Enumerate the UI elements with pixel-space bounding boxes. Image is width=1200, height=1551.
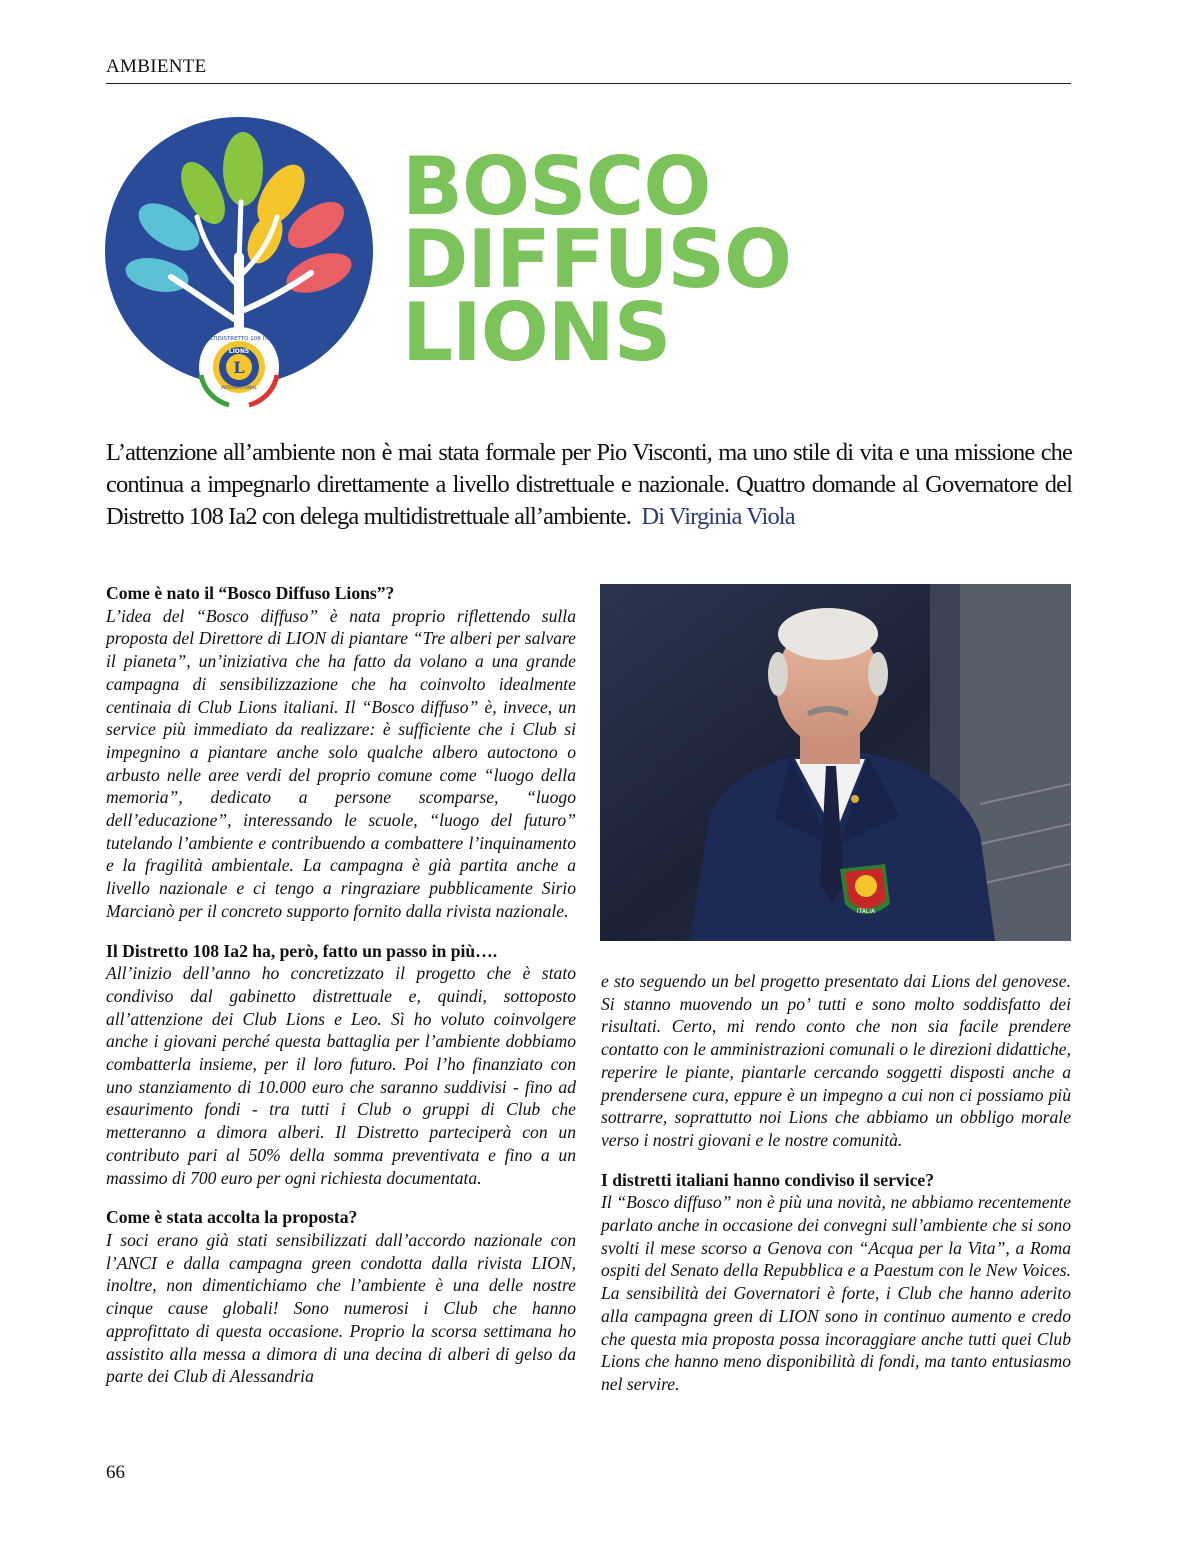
svg-text:ITALIA: ITALIA: [856, 908, 876, 915]
question-2: Il Distretto 108 Ia2 ha, però, fatto un passo in più….: [106, 940, 498, 961]
title-line-1: BOSCO: [402, 140, 711, 233]
left-column: [106, 582, 576, 1388]
question-1: Come è nato il “Bosco Diffuso Lions”?: [106, 583, 395, 603]
governor-photo: [600, 584, 1071, 941]
byline: Di Virginia Viola: [641, 503, 795, 530]
svg-text:INTERNATIONAL: INTERNATIONAL: [220, 386, 258, 391]
question-3: Come è stata accolta la proposta?: [106, 1207, 358, 1228]
lead-text: L’attenzione all’ambiente non è mai stata formale per Pio Visconti, ma uno stile di vita e una missione che continua a impegnarlo direttamente a livello distrettuale e nazionale. Quattro domande al Governatore del Distretto 108 Ia2 con delega multidistrettuale all’ambiente.: [106, 439, 1072, 530]
svg-text:LIONS: LIONS: [228, 348, 250, 355]
main-title: [402, 140, 792, 379]
title-line-3: LIONS: [402, 286, 671, 379]
svg-text:MULTIDISTRETTO 108 ITALY: MULTIDISTRETTO 108 ITALY: [201, 336, 277, 342]
lead-paragraph: [106, 437, 1072, 533]
bosco-diffuso-logo: [105, 117, 373, 409]
page-number: 66: [106, 1462, 125, 1483]
header-rule: [106, 83, 1071, 84]
answer-1: L’idea del “Bosco diffuso” è nata proprio riflettendo sulla proposta del Direttore di LION di piantare “Tre alberi per salvare il pianeta”, un’iniziativa che ha fatto da volano a una grande campagna di sensibilizzazione che ha coinvolto idealmente centinaia di Club Lions italiani. Il “Bosco diffuso” è, invece, un service più immediato da realizzare: è sufficiente che i Club si impegnino a piantare anche solo qualche albero autoctono o arbusto nelle aree verdi del proprio comune come “luogo della memoria”, dedicato a persone scomparse, “luogo dell’educazione”, interessando le scuole, “luogo del futuro” tutelando l’ambiente e contribuendo a combattere l’inquinamento e la fragilità ambientale. La campagna è già partita anche a livello nazionale e ci tengo a ringraziare pubblicamente Sirio Marcianò per il concreto supporto fornito dalla rivista nazionale.: [106, 605, 576, 921]
answer-2: All’inizio dell’anno ho concretizzato il progetto che è stato condiviso dal gabinetto distrettuale e, quindi, sottoposto all’attenzione dei Club Lions e Leo. Sì ho voluto coinvolgere anche i giovani perché questa battaglia per l’ambiente dobbiamo combatterla insieme, per il loro futuro. Poi l’ho finanziato con uno stanziamento di 10.000 euro che saranno suddivisi - fino ad esaurimento fondi - tra tutti i Club o gruppi di Club che metteranno a dimora alberi. Il Distretto parteciperà con un contributo pari al 50% della somma preventivata e fino a un massimo di 700 euro per ogni richiesta documentata.: [106, 963, 576, 1188]
leaf-icon: [223, 132, 263, 206]
answer-3-continued: e sto seguendo un bel progetto presentato dai Lions del genovese. Si stanno muovendo un po’ tutti e sono molto soddisfatto dei risultati. Certo, mi rendo conto che non sia facile prendere contatto con le amministrazioni comunali o le direzioni didattiche, reperire le piante, piantarle cercando soggetti disposti anche a prendersene cura, eppure è un impegno a cui non ci possiamo più sottrarre, soprattutto noi Lions che abbiamo un obbligo morale verso i nostri giovani e le nostre comunità.: [601, 971, 1071, 1150]
question-4: I distretti italiani hanno condiviso il service?: [601, 1169, 934, 1190]
section-label: AMBIENTE: [106, 56, 207, 77]
answer-3: I soci erano già stati sensibilizzati dall’accordo nazionale con l’ANCI e dalla campagna green condotta dalla rivista LION, inoltre, non dimentichiamo che l’ambiente è una delle nostre cinque cause globali! Sono numerosi i Club che hanno approfittato di questa occasione. Proprio la scorsa settimana ho assistito alla messa a dimora di una decina di alberi di gelso da parte dei Club di Alessandria: [106, 1229, 576, 1387]
title-line-2: DIFFUSO: [402, 213, 792, 306]
svg-text:L: L: [233, 358, 245, 377]
answer-4: Il “Bosco diffuso” non è più una novità, ne abbiamo recentemente parlato anche in occasione dei convegni sull’ambiente che si sono svolti il mese scorso a Genova con “Acqua per la Vita”, a Roma ospiti del Senato della Repubblica e a Paestum con le New Voices. La sensibilità dei Governatori è forte, i Club che hanno aderito alla campagna green di LION sono in continuo aumento e credo che questa mia proposta possa incoraggiare anche tutti quei Club Lions che hanno meno disponibilità di fondi, ma tanto entusiasmo nel servire.: [601, 1192, 1071, 1394]
lions-emblem: [199, 327, 279, 407]
right-column: [601, 970, 1071, 1396]
